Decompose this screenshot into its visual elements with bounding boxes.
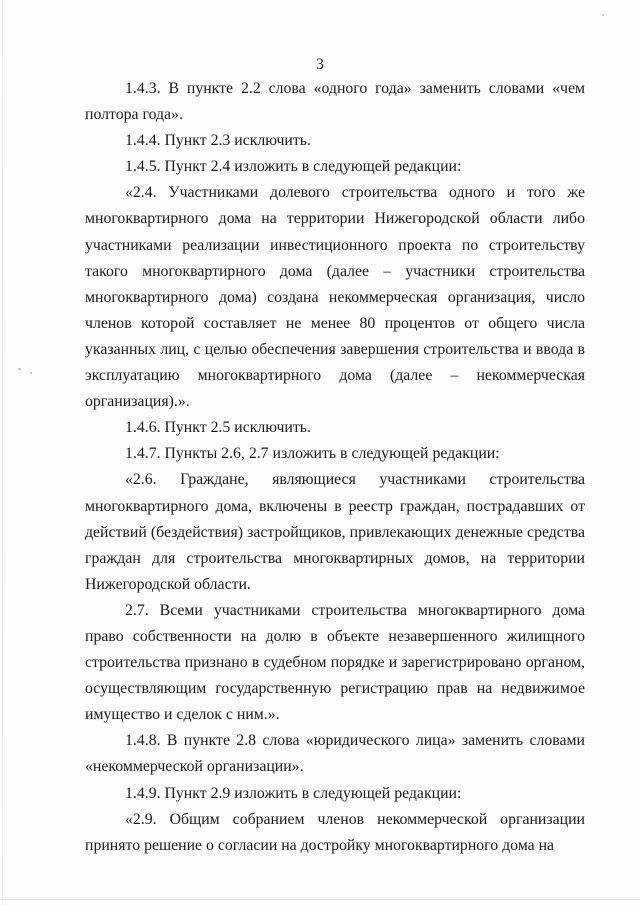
- page-number: 3: [316, 56, 324, 73]
- paragraph-2-9: «2.9. Общим собранием членов некоммерческой организации принято решение о согласии на достройку многоквартирного дома на: [85, 810, 585, 854]
- paragraph-1-4-4: 1.4.4. Пункт 2.3 исключить.: [125, 132, 311, 150]
- paragraph-1-4-8: 1.4.8. В пункте 2.8 слова «юридического лица» заменить словами «некоммерческой организации».: [85, 732, 585, 776]
- paragraph-1-4-3: 1.4.3. В пункте 2.2 слова «одного года» заменить словами «чем полтора года».: [85, 80, 585, 124]
- paragraph-2-4: «2.4. Участниками долевого строительства одного и того же многоквартирного дома на территории Нижегородской области либо участниками реализации инвестиционного проекта по строительству такого многоквартирного дома (далее – участники строительства многоквартирного дома) создана некоммерческая организация, число членов которой составляет не менее 80 процентов от общего числа указанных лиц, с целью обеспечения завершения строительства и ввода в эксплуатацию многоквартирного дома (далее – некоммерческая организация).».: [85, 184, 585, 411]
- scan-edge-left: [2, 0, 3, 905]
- scan-speck: [602, 14, 604, 16]
- paragraph-1-4-9: 1.4.9. Пункт 2.9 изложить в следующей редакции:: [125, 784, 462, 802]
- scan-speck: [18, 368, 21, 370]
- scan-speck: [30, 372, 32, 374]
- paragraph-2-6: «2.6. Граждане, являющиеся участниками строительства многоквартирного дома, включены в реестр граждан, пострадавших от действий (бездействия) застройщиков, привлекающих денежные средства граждан для строительства многоквартирных домов, на территории Нижегородской области.: [85, 471, 585, 593]
- paragraph-1-4-5: 1.4.5. Пункт 2.4 изложить в следующей редакции:: [125, 158, 462, 176]
- paragraph-1-4-6: 1.4.6. Пункт 2.5 исключить.: [125, 419, 311, 437]
- paragraph-1-4-7: 1.4.7. Пункты 2.6, 2.7 изложить в следующей редакции:: [125, 445, 500, 463]
- scan-edge-bottom: [0, 899, 640, 900]
- paragraph-2-7: 2.7. Всеми участниками строительства многоквартирного дома право собственности на долю в объекте незавершенного жилищного строительства признано в судебном порядке и зарегистрировано органом, осуществляющим государственную регистрацию прав на недвижимое имущество и сделок с ним.».: [85, 601, 585, 724]
- document-body: [85, 76, 585, 859]
